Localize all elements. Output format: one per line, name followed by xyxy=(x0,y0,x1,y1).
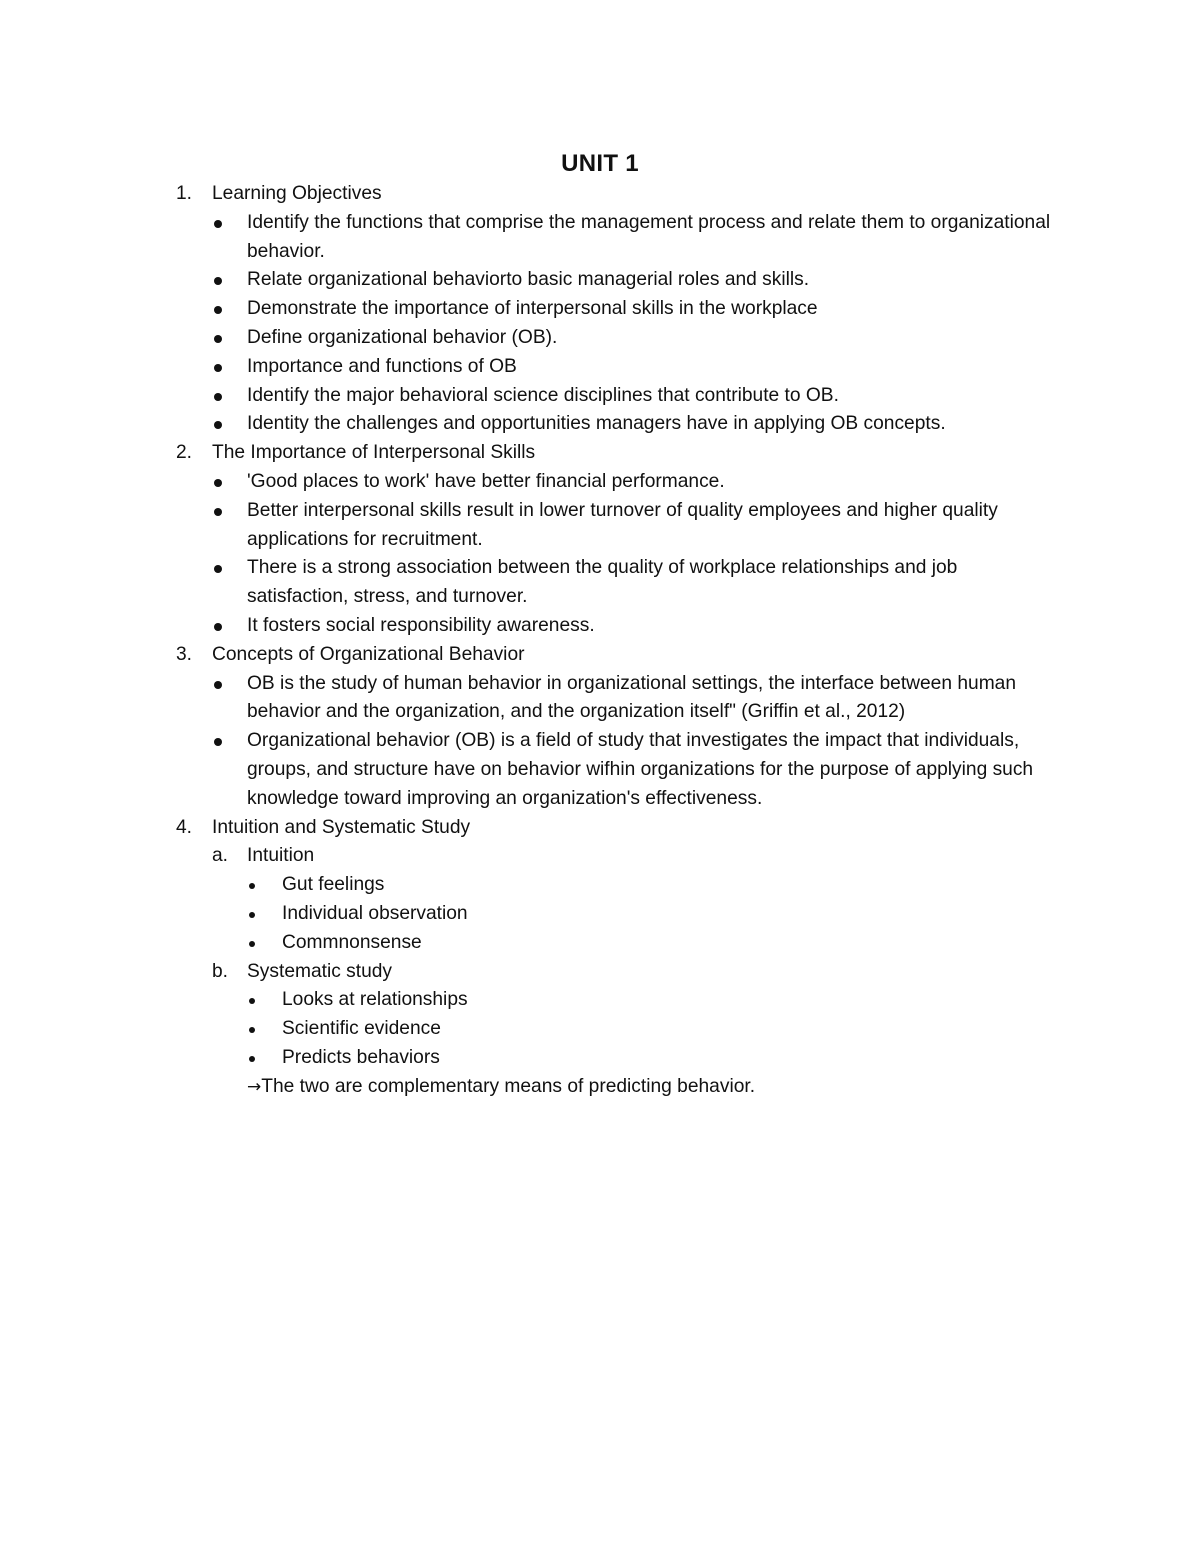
bullet-icon xyxy=(212,266,247,295)
bullet-list xyxy=(212,209,1056,439)
conclusion-text: The two are complementary means of predicting behavior. xyxy=(261,1075,756,1097)
section-heading xyxy=(176,641,1056,670)
list-item xyxy=(247,871,1056,900)
list-item xyxy=(212,324,1056,353)
list-item-text: Demonstrate the importance of interpersonal skills in the workplace xyxy=(247,298,818,320)
bullet-icon xyxy=(212,324,247,353)
list-item-text: Scientific evidence xyxy=(282,1018,441,1040)
list-item xyxy=(212,295,1056,324)
subsection-heading xyxy=(212,842,1056,871)
bullet-icon xyxy=(212,382,247,411)
arrow-right-icon: → xyxy=(247,1076,262,1097)
subsection-heading xyxy=(212,958,1056,987)
bullet-icon xyxy=(212,727,247,756)
section-number: 1. xyxy=(176,183,193,204)
bullet-icon xyxy=(247,986,282,1015)
list-item-text: Gut feelings xyxy=(282,874,385,896)
list-item-text: OB is the study of human behavior in organizational settings, the interface between human behavior and the organization, and the organization itself" (Griffin et al., 2012) xyxy=(247,672,1017,723)
list-item-text: 'Good places to work' have better financial performance. xyxy=(247,470,725,492)
section-number: 3. xyxy=(176,643,193,665)
list-item-text: Identify the major behavioral science disciplines that contribute to OB. xyxy=(247,384,839,406)
bullet-list xyxy=(212,468,1056,641)
list-item xyxy=(247,1015,1056,1044)
list-item-text: Identify the functions that comprise the management process and relate them to organizational behavior. xyxy=(247,211,1051,262)
list-item-text: There is a strong association between the quality of workplace relationships and job satisfaction, stress, and turnover. xyxy=(247,557,958,608)
section-concepts-ob xyxy=(176,641,1056,814)
document-body xyxy=(176,180,1056,1102)
list-item-text: Predicts behaviors xyxy=(282,1046,440,1068)
subsection-letter: a. xyxy=(212,845,229,867)
bullet-icon xyxy=(212,670,247,699)
bullet-list xyxy=(212,670,1056,814)
bullet-icon xyxy=(212,209,247,238)
section-interpersonal-skills xyxy=(176,439,1056,641)
section-number: 2. xyxy=(176,442,193,464)
subsection-title: Intuition xyxy=(247,845,315,867)
subsection-systematic-study xyxy=(212,958,1056,1073)
conclusion-line xyxy=(247,1073,1056,1102)
list-item xyxy=(247,900,1056,929)
list-item xyxy=(212,670,1056,728)
bullet-icon xyxy=(247,900,282,929)
bullet-icon xyxy=(212,353,247,382)
list-item xyxy=(212,353,1056,382)
list-item xyxy=(212,727,1056,813)
bullet-icon xyxy=(247,871,282,900)
section-intuition-systematic-study xyxy=(176,814,1056,1102)
subsection-intuition xyxy=(212,842,1056,957)
list-item-text: Better interpersonal skills result in lower turnover of quality employees and higher quality applications for recruitment. xyxy=(247,499,998,550)
section-heading xyxy=(176,814,1056,843)
section-title: The Importance of Interpersonal Skills xyxy=(212,442,536,464)
list-item xyxy=(212,497,1056,555)
bullet-icon xyxy=(247,1015,282,1044)
list-item-text: It fosters social responsibility awareness. xyxy=(247,614,595,636)
list-item xyxy=(212,266,1056,295)
bullet-icon xyxy=(212,295,247,324)
list-item-text: Identity the challenges and opportunities managers have in applying OB concepts. xyxy=(247,413,946,435)
list-item xyxy=(212,612,1056,641)
list-item-text: Looks at relationships xyxy=(282,989,468,1011)
list-item xyxy=(212,468,1056,497)
list-item-text: Organizational behavior (OB) is a field of study that investigates the impact that individuals, groups, and structure have on behavior wifhin organizations for the purpose of applying such knowledge toward improving an organization's effectiveness. xyxy=(247,730,1034,809)
list-item-text: Individual observation xyxy=(282,902,468,924)
section-learning-objectives xyxy=(176,180,1056,439)
section-heading xyxy=(176,180,1056,209)
list-item xyxy=(212,410,1056,439)
list-item-text: Define organizational behavior (OB). xyxy=(247,326,558,348)
bullet-list xyxy=(247,986,1056,1072)
section-title: Intuition and Systematic Study xyxy=(212,816,471,838)
bullet-icon xyxy=(212,612,247,641)
bullet-icon xyxy=(247,1044,282,1073)
list-item-text: Commnonsense xyxy=(282,931,422,953)
section-number: 4. xyxy=(176,816,193,838)
subsection-title: Systematic study xyxy=(247,960,393,982)
list-item-text: Relate organizational behaviorto basic managerial roles and skills. xyxy=(247,269,810,291)
list-item xyxy=(247,986,1056,1015)
list-item xyxy=(212,209,1056,267)
page-title: UNIT 1 xyxy=(561,150,639,177)
list-item xyxy=(212,382,1056,411)
list-item xyxy=(247,929,1056,958)
bullet-list xyxy=(247,871,1056,957)
section-title: Learning Objectives xyxy=(212,183,382,204)
bullet-icon xyxy=(212,554,247,583)
subsection-letter: b. xyxy=(212,960,229,982)
section-title: Concepts of Organizational Behavior xyxy=(212,643,525,665)
list-item xyxy=(247,1044,1056,1073)
section-heading xyxy=(176,439,1056,468)
bullet-icon xyxy=(247,929,282,958)
bullet-icon xyxy=(212,410,247,439)
bullet-icon xyxy=(212,497,247,526)
list-item xyxy=(212,554,1056,612)
bullet-icon xyxy=(212,468,247,497)
list-item-text: Importance and functions of OB xyxy=(247,355,517,377)
